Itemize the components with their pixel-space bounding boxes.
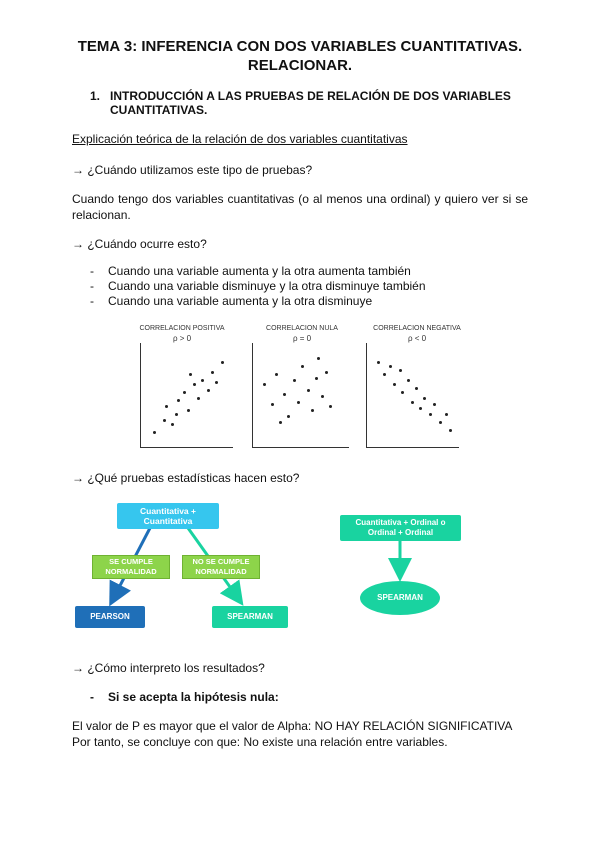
question-3: → ¿Qué pruebas estadísticas hacen esto? bbox=[72, 471, 300, 485]
node-ordinal-line2: Ordinal + Ordinal bbox=[367, 528, 434, 537]
node-se-cumple-normalidad bbox=[92, 555, 170, 579]
section-title: INTRODUCCIÓN A LAS PRUEBAS DE RELACIÓN DE DOS VARIABLES CUANTITATIVAS. bbox=[110, 89, 511, 117]
plot-negative-rho: ρ < 0 bbox=[407, 334, 427, 343]
question-1: → ¿Cuándo utilizamos este tipo de pruebas? bbox=[72, 163, 313, 177]
null-hypothesis-item: Si se acepta la hipótesis nula: bbox=[108, 690, 279, 704]
node-yes-line1: SE CUMPLE bbox=[109, 557, 153, 566]
list-item-text: Cuando una variable disminuye y la otra disminuye también bbox=[108, 279, 426, 293]
paragraph-2: El valor de P es mayor que el valor de Alpha: NO HAY RELACIÓN SIGNIFICATIVA bbox=[72, 719, 513, 733]
page-title-line2: RELACIONAR. bbox=[247, 57, 353, 74]
node-root-line1: Cuantitativa + bbox=[140, 506, 196, 516]
node-root-line2: Cuantitativa bbox=[143, 516, 193, 526]
list-item-text: Cuando una variable aumenta y la otra aumenta también bbox=[108, 264, 411, 278]
subtitle: Explicación teórica de la relación de dos variables cuantitativas bbox=[72, 132, 408, 146]
paragraph-1: Cuando tengo dos variables cuantitativas (o al menos una ordinal) y quiero ver si se relacionan. bbox=[72, 192, 528, 222]
node-cuantitativa-cuantitativa bbox=[117, 503, 219, 529]
plot-negative-label: CORRELACION NEGATIVA bbox=[373, 325, 461, 332]
list-item-text: Cuando una variable aumenta y la otra disminuye bbox=[108, 294, 373, 308]
node-spearman-ellipse: SPEARMAN bbox=[360, 581, 440, 615]
plot-positive-rho: ρ > 0 bbox=[172, 334, 192, 343]
node-pearson: PEARSON bbox=[75, 606, 145, 628]
paragraph-3: Por tanto, se concluye con que: No existe una relación entre variables. bbox=[72, 735, 448, 749]
node-ordinal bbox=[340, 515, 461, 541]
node-yes-line2: NORMALIDAD bbox=[105, 567, 157, 576]
section-number: 1. bbox=[90, 89, 101, 103]
page-title-line1: TEMA 3: INFERENCIA CON DOS VARIABLES CUANTITATIVAS. bbox=[77, 38, 523, 55]
plot-null-rho: ρ = 0 bbox=[292, 334, 312, 343]
question-2: → ¿Cuándo ocurre esto? bbox=[72, 237, 207, 251]
plot-positive-label: CORRELACION POSITIVA bbox=[139, 325, 225, 332]
plot-null-label: CORRELACION NULA bbox=[266, 325, 338, 332]
node-no-line2: NORMALIDAD bbox=[195, 567, 247, 576]
node-ordinal-line1: Cuantitativa + Ordinal o bbox=[355, 518, 446, 527]
node-no-line1: NO SE CUMPLE bbox=[192, 557, 250, 566]
node-no-se-cumple-normalidad bbox=[182, 555, 260, 579]
question-4: → ¿Cómo interpreto los resultados? bbox=[72, 661, 265, 675]
node-spearman: SPEARMAN bbox=[212, 606, 288, 628]
